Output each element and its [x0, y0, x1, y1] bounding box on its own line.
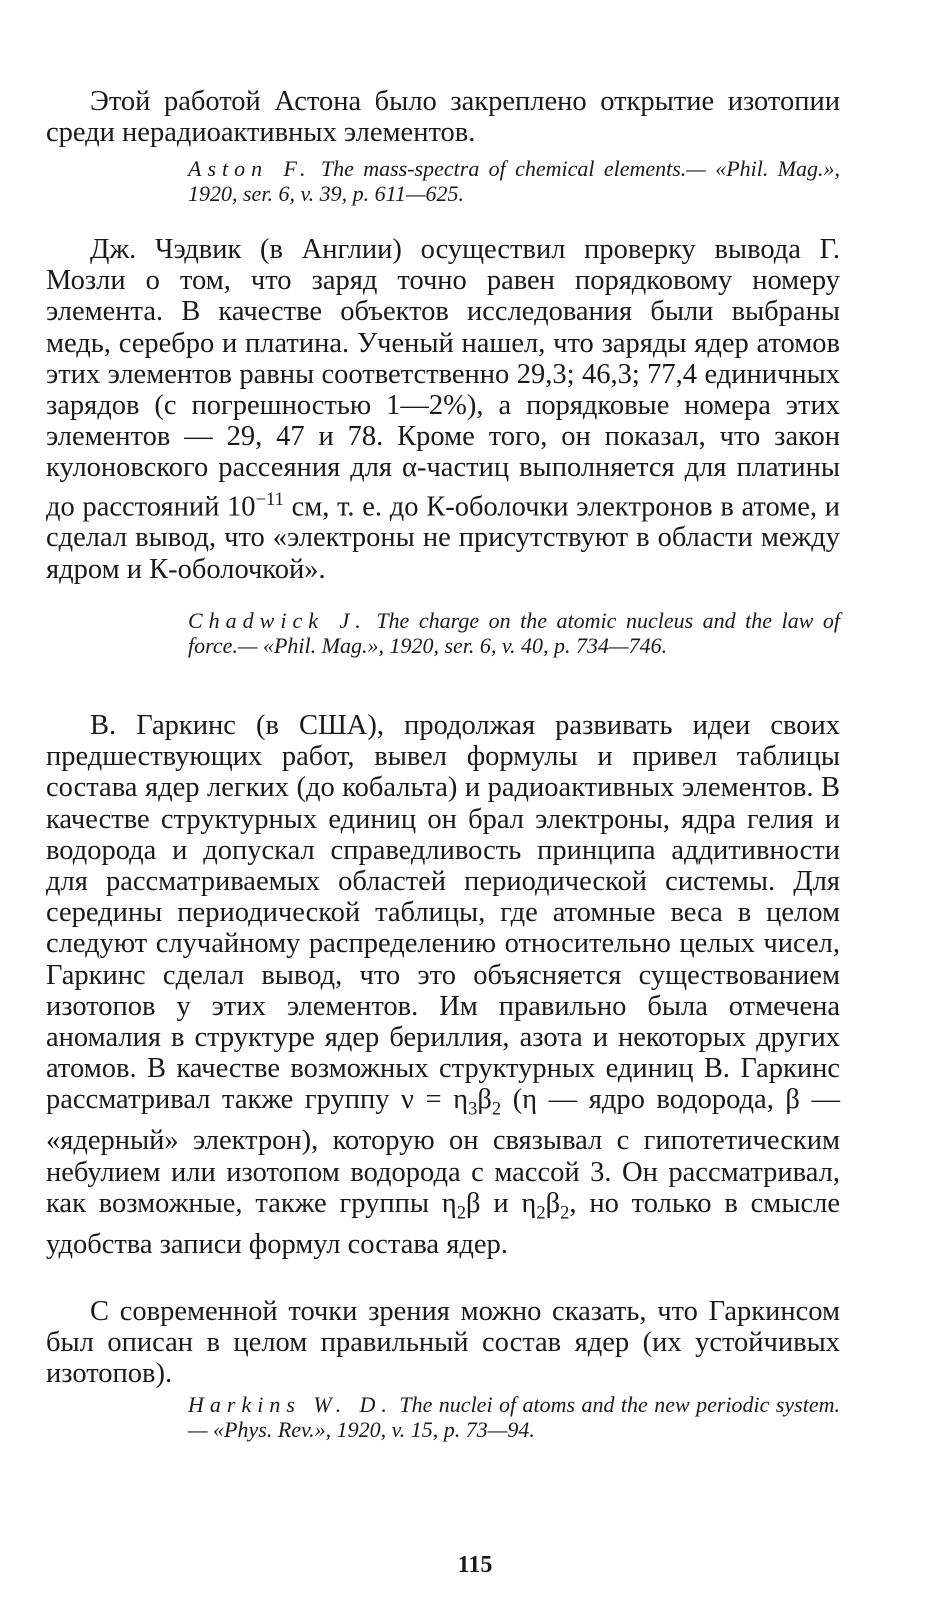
paragraph-aston: Этой работой Астона было закреплено открытие изотопии среди нерадиоактивных элементов.	[46, 86, 840, 149]
exponent: −11	[255, 488, 284, 510]
paragraph-harkins: В. Гаркинс (в США), продолжая развивать идеи своих предшествующих работ, вывел формулы и привел таблицы состава ядер легких (до кобальта) и радиоактивных элементов. В качестве структурных единиц он брал электроны, ядра гелия и водорода и допускал справедливость принципа аддитивности для рассматриваемых областей периодической системы. Для середины периодической таблицы, где атомные веса в целом следуют случайному распределению относительно целых чисел, Гаркинс сделал вывод, что это объясняется существованием изотопов у этих элементов. Им правильно была отмечена аномалия в структуре ядер бериллия, азота и некоторых других атомов. В качестве возможных структурных единиц В. Гаркинс рассматривал также группу $\nu = \eta_3\beta_2$ (η — ядро водорода, β — «ядерный» электрон), которую он связывал с гипотетическим небулием или изотопом водорода с массой 3. Он рассматривал, как возможные, также группы $\eta_2\beta$ и $\eta_2\beta_2$, но только в смысле удобства записи формул состава ядер.	[46, 710, 840, 1260]
reference-text: The charge on the atomic nucleus and the law of force.— «Phil. Mag.», 1920, ser. 6, v. 40, p. 734—746.	[188, 608, 840, 658]
page-number: 115	[457, 1552, 493, 1578]
reference-author: Aston F.	[188, 156, 312, 181]
reference-author: Harkins W. D.	[188, 1392, 393, 1417]
paragraph-modern-view: С современной точки зрения можно сказать, что Гаркинсом был описан в целом правильный состав ядер (их устойчивых изотопов).	[46, 1296, 840, 1390]
reference-chadwick	[188, 608, 840, 658]
reference-text: The mass-spectra of chemical elements.— «Phil. Mag.», 1920, ser. 6, v. 39, p. 611—625.	[188, 156, 841, 206]
paragraph-chadwick: Дж. Чэдвик (в Англии) осуществил проверку вывода Г. Мозли о том, что заряд точно равен порядковому номеру элемента. В качестве объектов исследования были выбраны медь, серебро и платина. Ученый нашел, что заряды ядер атомов этих элементов равны соответственно 29,3; 46,3; 77,4 единичных зарядов (с погрешностью 1—2%), а порядковые номера этих элементов — 29, 47 и 78. Кроме того, он показал, что закон кулоновского рассеяния для α-частиц выполняется для платины до расстояний $10^{-11}$ см, т. е. до К-оболочки электронов в атоме, и сделал вывод, что «электроны не присутствуют в области между ядром и К-оболочкой».	[46, 234, 840, 585]
reference-author: Chadwick J.	[188, 608, 367, 633]
reference-text: The nuclei of atoms and the new periodic system.— «Phys. Rev.», 1920, v. 15, p. 73—94.	[188, 1392, 840, 1442]
reference-aston	[188, 156, 840, 206]
reference-harkins	[188, 1392, 840, 1442]
